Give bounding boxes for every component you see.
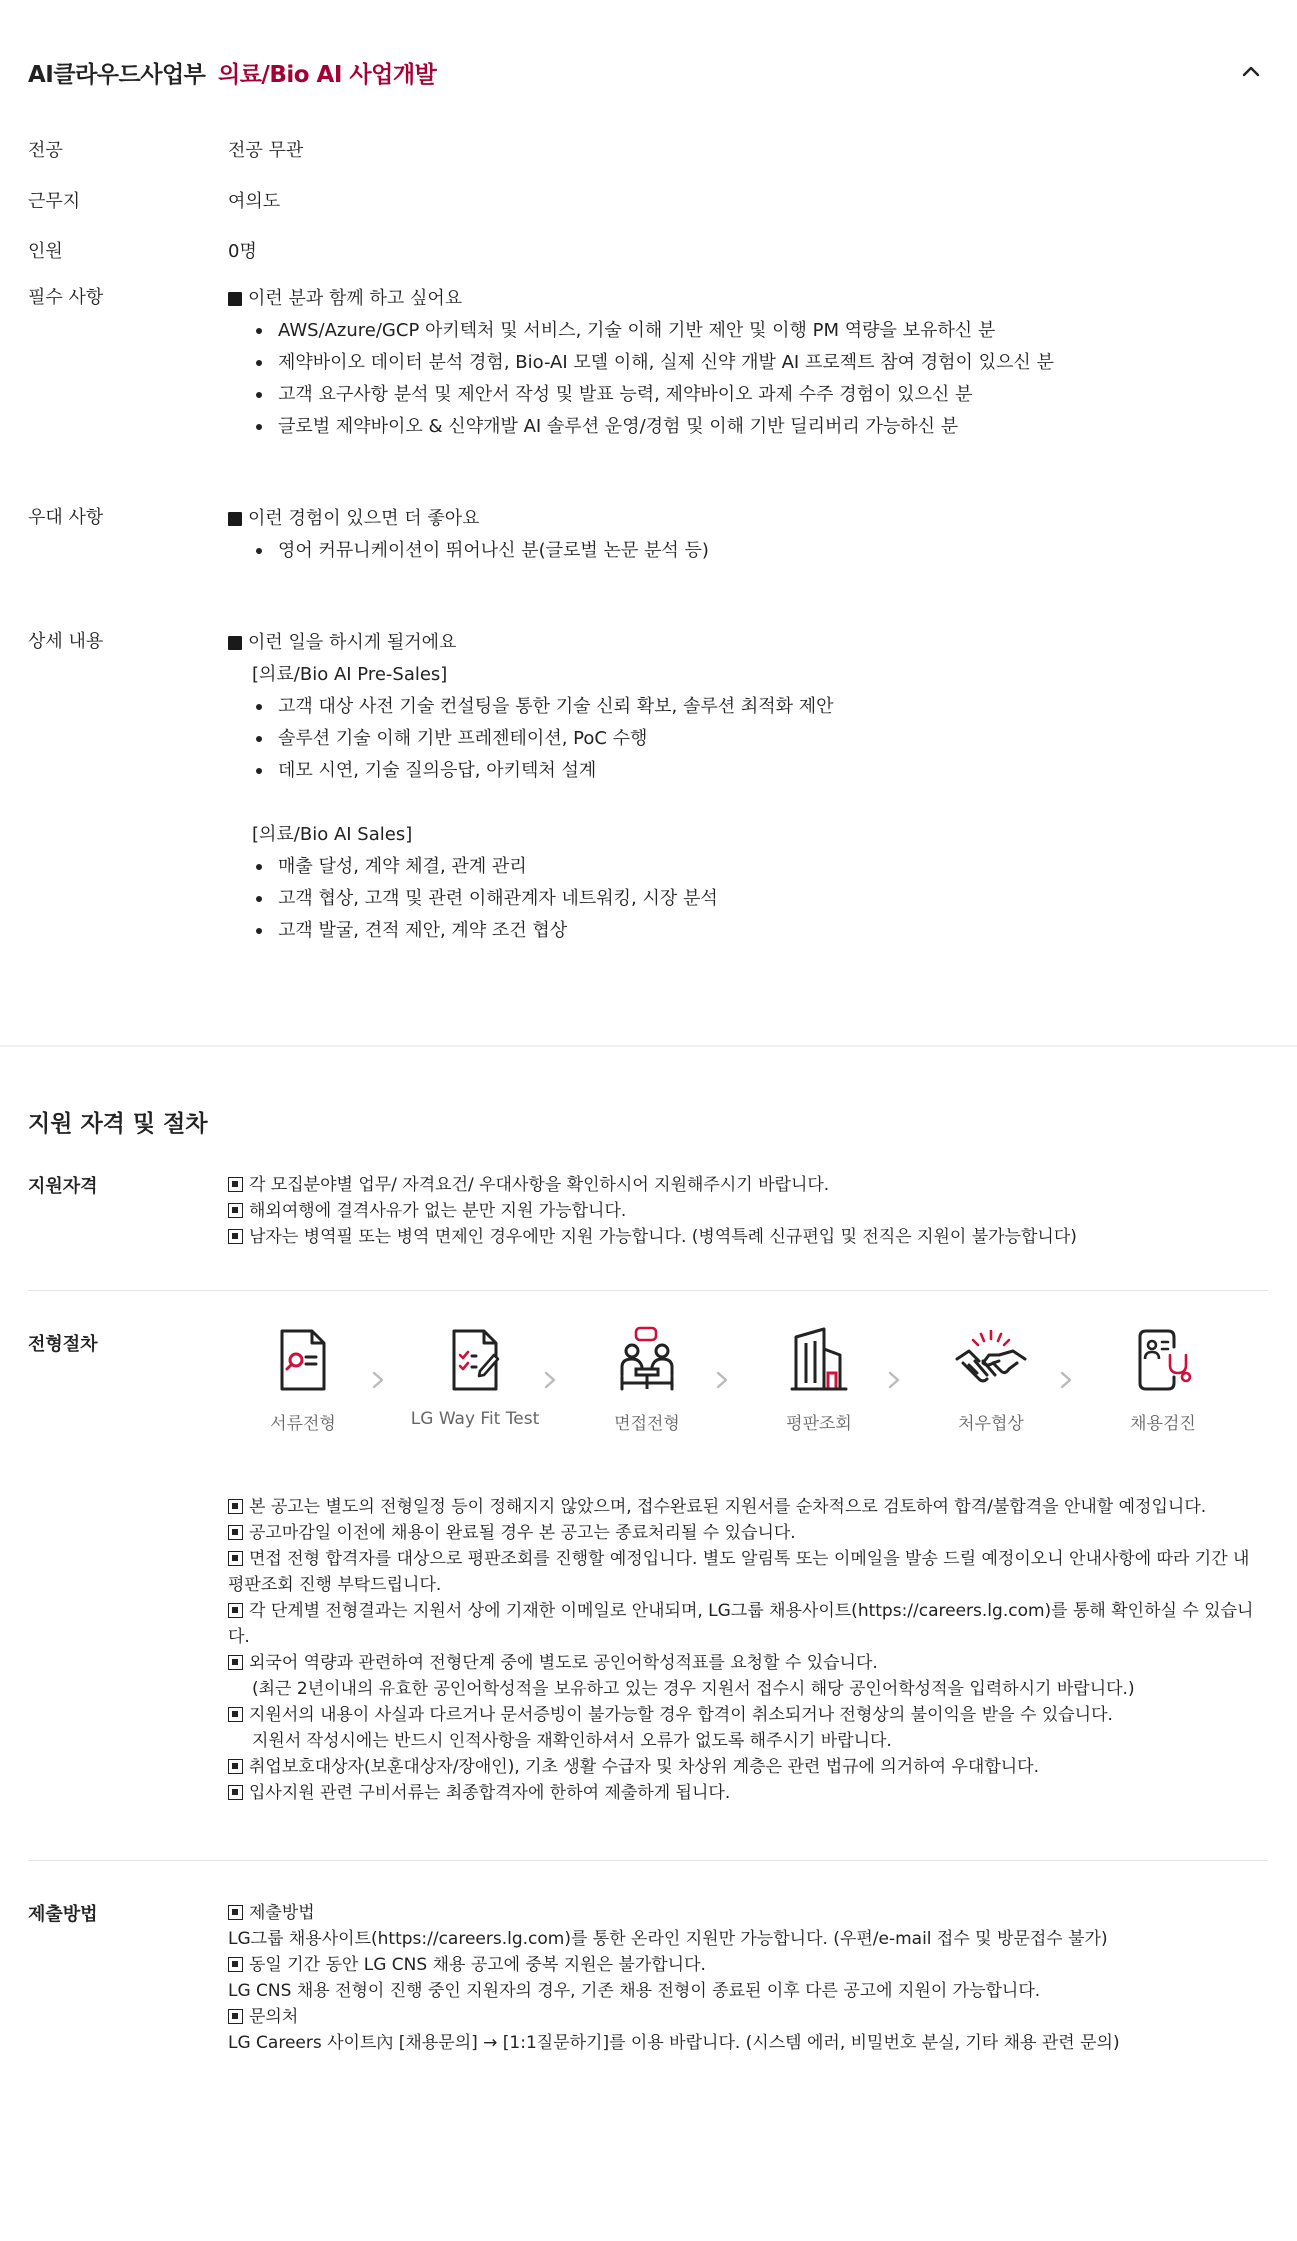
note-line: 지원서의 내용이 사실과 다르거나 문서증빙이 불가능할 경우 합격이 취소되거나 전형상의 불이익을 받을 수 있습니다. <box>228 1702 1268 1728</box>
square-bullet-icon <box>228 512 242 526</box>
preferred-label: 우대 사항 <box>28 507 104 528</box>
submission-notes <box>228 1900 1268 2056</box>
list-item: 글로벌 제약바이오 & 신약개발 AI 솔루션 운영/경험 및 이해 기반 딜리버리 가능하신 분 <box>252 411 1054 443</box>
box-bullet-icon <box>228 1203 243 1218</box>
submission-label: 제출방법 <box>28 1904 98 1925</box>
divider <box>28 1860 1268 1861</box>
list-item: 제약바이오 데이터 분석 경험, Bio-AI 모델 이해, 실제 신약 개발 AI 프로젝트 참여 경험이 있으신 분 <box>252 347 1054 379</box>
note-line: 각 단계별 전형결과는 지원서 상에 기재한 이메일로 안내되며, LG그룹 채용사이트(https://careers.lg.com)를 통해 확인하실 수 있습니다. <box>228 1601 1254 1647</box>
process-step <box>1088 1325 1238 1434</box>
location-value: 여의도 <box>228 191 281 212</box>
note-line: LG CNS 채용 전형이 진행 중인 지원자의 경우, 기존 채용 전형이 종료된 이후 다른 공고에 지원이 가능합니다. <box>228 1981 1041 2001</box>
note-line: 문의처 <box>228 2004 1268 2030</box>
list-item: 고객 발굴, 견적 제안, 계약 조건 협상 <box>252 915 834 947</box>
square-bullet-icon <box>228 292 242 306</box>
box-bullet-icon <box>228 1177 243 1192</box>
details-label: 상세 내용 <box>28 631 104 652</box>
preferred-lead: 이런 경험이 있으면 더 좋아요 <box>248 508 480 529</box>
box-bullet-icon <box>228 1707 243 1722</box>
box-bullet-icon <box>228 1525 243 1540</box>
step-label: 채용검진 <box>1130 1414 1196 1434</box>
chevron-right-icon <box>540 1370 560 1390</box>
list-item: AWS/Azure/GCP 아키텍처 및 서비스, 기술 이해 기반 제안 및 이행 PM 역량을 보유하신 분 <box>252 315 1054 347</box>
note-line: 지원서 작성시에는 반드시 인적사항을 재확인하셔서 오류가 없도록 해주시기 바랍니다. <box>252 1731 892 1751</box>
job-role-title: 의료/Bio AI 사업개발 <box>218 62 437 88</box>
list-item: 고객 요구사항 분석 및 제안서 작성 및 발표 능력, 제약바이오 과제 수주 경험이 있으신 분 <box>252 379 1054 411</box>
headcount-value: 0명 <box>228 241 257 262</box>
step-label: 면접전형 <box>614 1414 680 1434</box>
box-bullet-icon <box>228 1603 243 1618</box>
note-line: 동일 기간 동안 LG CNS 채용 공고에 중복 지원은 불가합니다. <box>228 1952 1268 1978</box>
step-label: 평판조회 <box>786 1414 852 1434</box>
handshake-icon <box>953 1325 1029 1395</box>
list-item: 매출 달성, 계약 체결, 관계 관리 <box>252 851 834 883</box>
note-line: 입사지원 관련 구비서류는 최종합격자에 한하여 제출하게 됩니다. <box>228 1780 1268 1806</box>
major-value: 전공 무관 <box>228 140 304 161</box>
box-bullet-icon <box>228 1229 243 1244</box>
qualification-label: 지원자격 <box>28 1176 98 1197</box>
required-label: 필수 사항 <box>28 287 104 308</box>
section-divider <box>0 1045 1297 1047</box>
box-bullet-icon <box>228 1785 243 1800</box>
box-bullet-icon <box>228 2009 243 2024</box>
headcount-label: 인원 <box>28 241 63 262</box>
details-group1-title: [의료/Bio AI Pre-Sales] <box>252 664 448 685</box>
note-line: 해외여행에 결격사유가 없는 분만 지원 가능합니다. <box>228 1198 1268 1224</box>
process-step <box>228 1325 378 1434</box>
process-step <box>400 1325 550 1429</box>
note-line: (최근 2년이내의 유효한 공인어학성적을 보유하고 있는 경우 지원서 접수시 해당 공인어학성적을 입력하시기 바랍니다.) <box>252 1679 1135 1699</box>
list-item: 데모 시연, 기술 질의응답, 아키텍처 설계 <box>252 755 834 787</box>
note-line: 제출방법 <box>228 1900 1268 1926</box>
box-bullet-icon <box>228 1957 243 1972</box>
note-line: LG그룹 채용사이트(https://careers.lg.com)를 통한 온라인 지원만 가능합니다. (우편/e-mail 접수 및 방문접수 불가) <box>228 1929 1108 1949</box>
note-line: 공고마감일 이전에 채용이 완료될 경우 본 공고는 종료처리될 수 있습니다. <box>228 1520 1268 1546</box>
building-icon <box>788 1325 850 1395</box>
box-bullet-icon <box>228 1759 243 1774</box>
chevron-right-icon <box>1056 1370 1076 1390</box>
note-line: 각 모집분야별 업무/ 자격요건/ 우대사항을 확인하시어 지원해주시기 바랍니다. <box>228 1172 1268 1198</box>
chevron-right-icon <box>712 1370 732 1390</box>
box-bullet-icon <box>228 1655 243 1670</box>
list-item: 고객 협상, 고객 및 관련 이해관계자 네트워킹, 시장 분석 <box>252 883 834 915</box>
note-line: LG Careers 사이트內 [채용문의] → [1:1질문하기]를 이용 바랍니다. (시스템 에러, 비밀번호 분실, 기타 채용 관련 문의) <box>228 2033 1120 2053</box>
preferred-block <box>228 503 709 567</box>
location-label: 근무지 <box>28 191 81 212</box>
checklist-icon <box>444 1325 506 1395</box>
section-title: 지원 자격 및 절차 <box>28 1111 208 1137</box>
note-line: 남자는 병역필 또는 병역 면제인 경우에만 지원 가능합니다. (병역특례 신규편입 및 전직은 지원이 불가능합니다) <box>228 1224 1268 1250</box>
interview-icon <box>616 1325 678 1395</box>
team-name: AI클라우드사업부 <box>28 62 206 88</box>
medical-check-icon <box>1132 1325 1194 1395</box>
step-label: 처우협상 <box>958 1414 1024 1434</box>
note-line: 면접 전형 합격자를 대상으로 평판조회를 진행할 예정입니다. 별도 알림톡 또는 이메일을 발송 드릴 예정이오니 안내사항에 따라 기간 내 평판조회 진행 부탁드립니다. <box>228 1549 1250 1595</box>
required-lead: 이런 분과 함께 하고 싶어요 <box>248 288 463 309</box>
box-bullet-icon <box>228 1499 243 1514</box>
process-step <box>572 1325 722 1434</box>
document-search-icon <box>272 1325 334 1395</box>
divider <box>28 1290 1268 1291</box>
chevron-up-icon[interactable] <box>1234 54 1268 88</box>
list-item: 고객 대상 사전 기술 컨설팅을 통한 기술 신뢰 확보, 솔루션 최적화 제안 <box>252 691 834 723</box>
step-label: 서류전형 <box>270 1414 336 1434</box>
note-line: 본 공고는 별도의 전형일정 등이 정해지지 않았으며, 접수완료된 지원서를 순차적으로 검토하여 합격/불합격을 안내할 예정입니다. <box>228 1494 1268 1520</box>
chevron-right-icon <box>368 1370 388 1390</box>
process-label: 전형절차 <box>28 1334 98 1355</box>
process-notes <box>228 1494 1268 1806</box>
process-steps <box>228 1325 1268 1445</box>
list-item: 솔루션 기술 이해 기반 프레젠테이션, PoC 수행 <box>252 723 834 755</box>
step-label: LG Way Fit Test <box>410 1409 540 1429</box>
details-lead: 이런 일을 하시게 될거에요 <box>248 632 457 653</box>
major-label: 전공 <box>28 140 63 161</box>
details-group2-title: [의료/Bio AI Sales] <box>252 824 413 845</box>
process-step <box>744 1325 894 1434</box>
list-item: 영어 커뮤니케이션이 뛰어나신 분(글로벌 논문 분석 등) <box>252 535 709 567</box>
process-step <box>916 1325 1066 1434</box>
box-bullet-icon <box>228 1905 243 1920</box>
note-line: 외국어 역량과 관련하여 전형단계 중에 별도로 공인어학성적표를 요청할 수 있습니다. <box>228 1650 1268 1676</box>
note-line: 취업보호대상자(보훈대상자/장애인), 기초 생활 수급자 및 차상위 계층은 관련 법규에 의거하여 우대합니다. <box>228 1754 1268 1780</box>
qualification-notes <box>228 1172 1268 1250</box>
chevron-right-icon <box>884 1370 904 1390</box>
job-header[interactable] <box>28 52 1268 92</box>
square-bullet-icon <box>228 636 242 650</box>
details-block <box>228 627 834 947</box>
required-block <box>228 283 1054 443</box>
box-bullet-icon <box>228 1551 243 1566</box>
